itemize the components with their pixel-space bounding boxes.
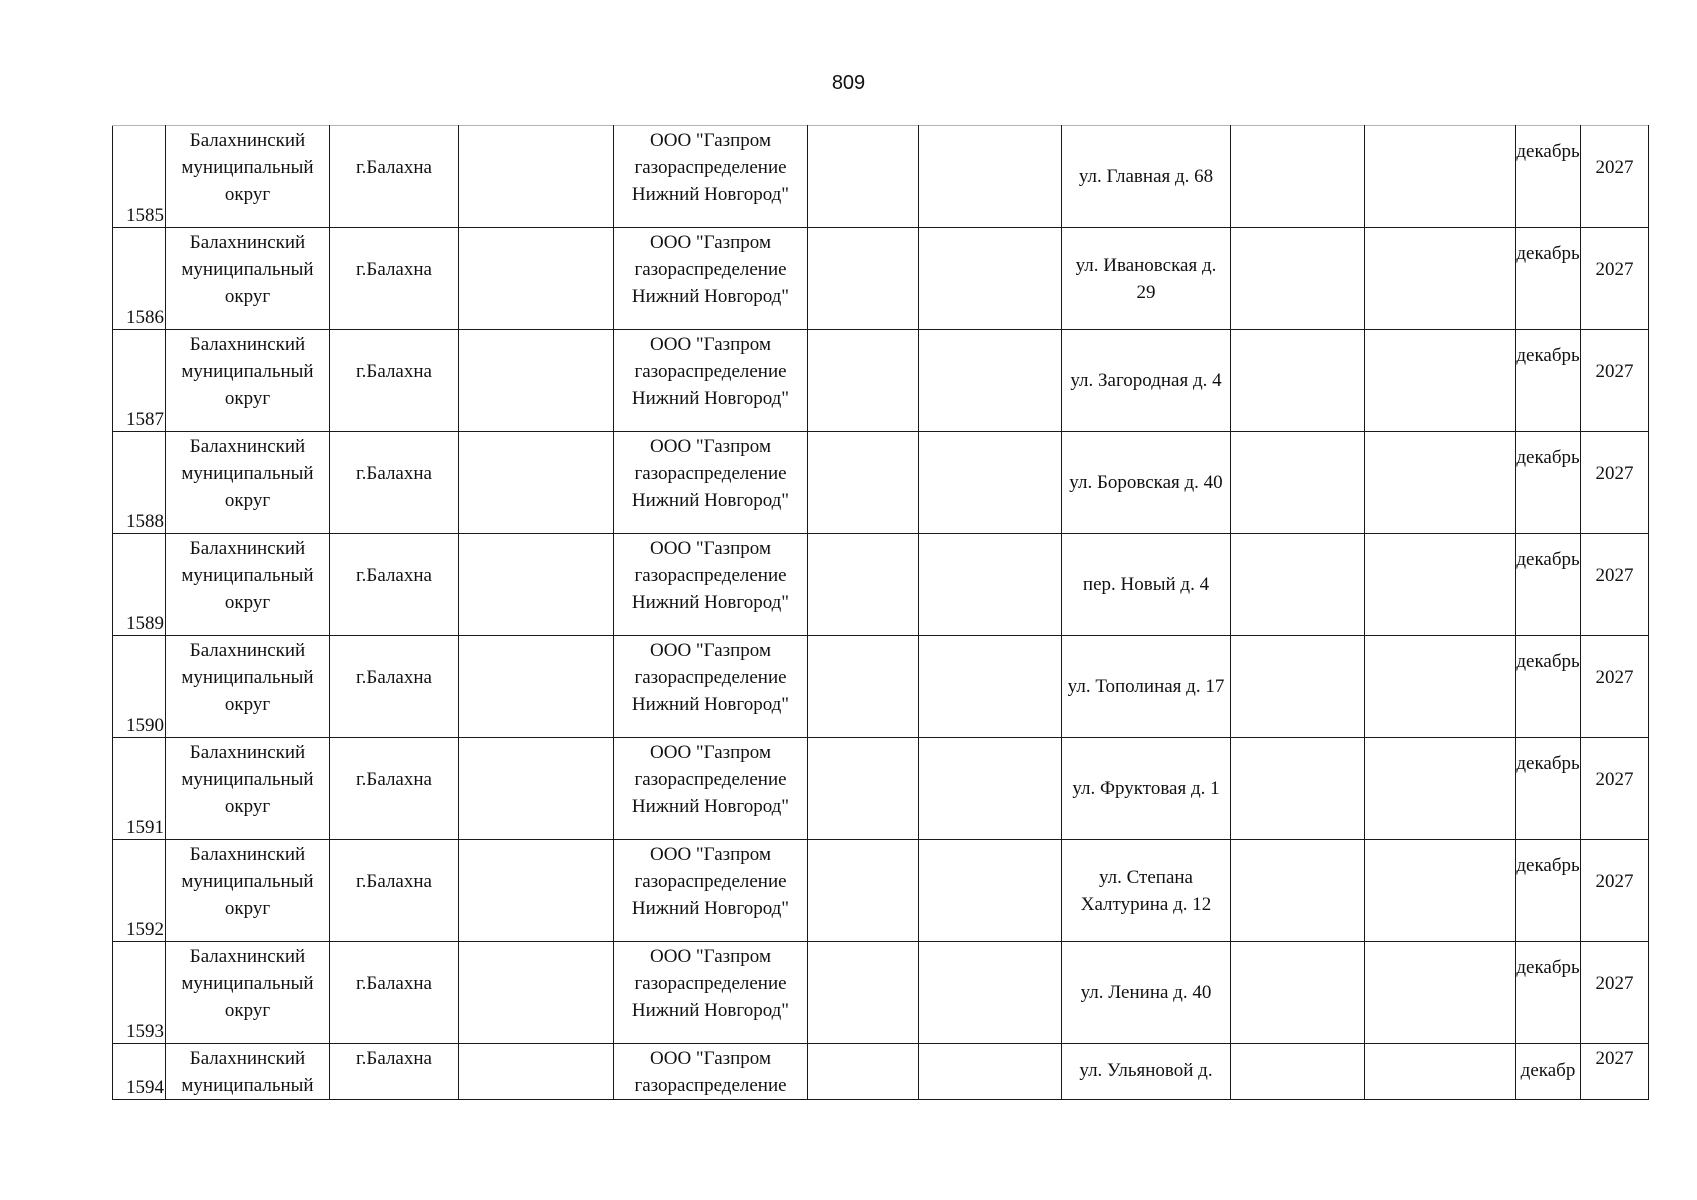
district-line: Балахнинский	[189, 946, 306, 967]
month-cell	[1516, 330, 1581, 432]
city-name: г.Балахна	[356, 871, 432, 892]
district-cell	[166, 942, 330, 1044]
organization-cell	[614, 534, 808, 636]
address-text: ул. Загородная д. 4	[1070, 370, 1222, 391]
address-text: ул. Фруктовая д. 1	[1072, 778, 1220, 799]
empty-cell	[1365, 636, 1516, 738]
organization-line: Нижний Новгород"	[631, 796, 790, 817]
row-number-cell	[113, 738, 166, 840]
row-number-cell	[113, 126, 166, 228]
address-cell	[1062, 1044, 1231, 1100]
year-text: 2027	[1595, 361, 1634, 382]
district-cell	[166, 330, 330, 432]
empty-cell	[1231, 840, 1365, 942]
organization-line: ООО "Газпром	[650, 334, 771, 355]
row-number-cell	[113, 330, 166, 432]
district-line: муниципальный	[181, 463, 314, 484]
row-number: 1588	[126, 511, 164, 532]
address-cell	[1062, 636, 1231, 738]
year-text: 2027	[1595, 1048, 1634, 1069]
empty-cell	[459, 432, 614, 534]
address-cell	[1062, 738, 1231, 840]
district-line: Балахнинский	[189, 130, 306, 151]
address-text: ул. Главная д. 68	[1078, 166, 1214, 187]
empty-cell	[808, 942, 919, 1044]
district-line: муниципальный	[181, 667, 314, 688]
year-cell	[1581, 228, 1649, 330]
empty-cell	[919, 228, 1062, 330]
organization-line: ООО "Газпром	[650, 946, 771, 967]
city-name: г.Балахна	[356, 973, 432, 994]
year-text: 2027	[1595, 565, 1634, 586]
city-name: г.Балахна	[356, 361, 432, 382]
empty-cell	[459, 636, 614, 738]
district-line: муниципальный	[181, 361, 314, 382]
table-body	[113, 126, 1649, 1100]
empty-cell	[919, 738, 1062, 840]
district-line: округ	[224, 184, 271, 205]
organization-line: Нижний Новгород"	[631, 286, 790, 307]
year-cell	[1581, 738, 1649, 840]
empty-cell	[808, 1044, 919, 1100]
city-cell	[330, 534, 459, 636]
gasification-table	[112, 125, 1649, 1100]
table-row	[113, 534, 1649, 636]
organization-line: Нижний Новгород"	[631, 388, 790, 409]
empty-cell	[459, 330, 614, 432]
city-cell	[330, 432, 459, 534]
organization-line: газораспределение	[634, 769, 787, 790]
organization-line: газораспределение	[634, 667, 787, 688]
month-text: декабрь	[1516, 345, 1580, 366]
table-row	[113, 636, 1649, 738]
district-line: Балахнинский	[189, 742, 306, 763]
empty-cell	[808, 228, 919, 330]
organization-cell	[614, 738, 808, 840]
district-cell	[166, 432, 330, 534]
row-number: 1593	[126, 1021, 164, 1042]
district-line: округ	[224, 490, 271, 511]
empty-cell	[1231, 1044, 1365, 1100]
empty-cell	[1231, 738, 1365, 840]
organization-line: ООО "Газпром	[650, 1048, 771, 1069]
month-text: декабрь	[1516, 855, 1580, 876]
year-cell	[1581, 942, 1649, 1044]
organization-cell	[614, 126, 808, 228]
year-text: 2027	[1595, 769, 1634, 790]
row-number-cell	[113, 1044, 166, 1100]
organization-cell	[614, 942, 808, 1044]
year-cell	[1581, 840, 1649, 942]
empty-cell	[459, 1044, 614, 1100]
district-line: муниципальный	[181, 1075, 314, 1096]
address-text: ул. Ленина д. 40	[1080, 982, 1212, 1003]
district-line: округ	[224, 1000, 271, 1021]
month-cell	[1516, 432, 1581, 534]
district-line: муниципальный	[181, 157, 314, 178]
empty-cell	[1231, 942, 1365, 1044]
district-line: Балахнинский	[189, 844, 306, 865]
row-number-cell	[113, 636, 166, 738]
table-row	[113, 126, 1649, 228]
month-cell	[1516, 534, 1581, 636]
organization-line: газораспределение	[634, 259, 787, 280]
organization-cell	[614, 636, 808, 738]
address-cell	[1062, 942, 1231, 1044]
month-text: декабрь	[1516, 141, 1580, 162]
month-text: декабрь	[1516, 549, 1580, 570]
city-cell	[330, 942, 459, 1044]
organization-line: газораспределение	[634, 973, 787, 994]
empty-cell	[1231, 228, 1365, 330]
year-cell	[1581, 330, 1649, 432]
district-line: муниципальный	[181, 769, 314, 790]
empty-cell	[1231, 636, 1365, 738]
empty-cell	[919, 840, 1062, 942]
empty-cell	[919, 1044, 1062, 1100]
city-cell	[330, 228, 459, 330]
district-line: округ	[224, 286, 271, 307]
organization-line: ООО "Газпром	[650, 742, 771, 763]
row-number: 1594	[126, 1077, 164, 1098]
empty-cell	[808, 636, 919, 738]
district-line: округ	[224, 694, 271, 715]
empty-cell	[459, 840, 614, 942]
row-number-cell	[113, 942, 166, 1044]
row-number-cell	[113, 534, 166, 636]
empty-cell	[1365, 1044, 1516, 1100]
month-cell	[1516, 738, 1581, 840]
address-cell	[1062, 330, 1231, 432]
organization-cell	[614, 330, 808, 432]
organization-line: Нижний Новгород"	[631, 898, 790, 919]
empty-cell	[919, 636, 1062, 738]
organization-cell	[614, 1044, 808, 1100]
city-cell	[330, 636, 459, 738]
district-line: округ	[224, 796, 271, 817]
empty-cell	[1365, 840, 1516, 942]
district-cell	[166, 228, 330, 330]
month-text: декабрь	[1516, 753, 1580, 774]
address-text: ул. Боровская д. 40	[1069, 472, 1223, 493]
empty-cell	[919, 330, 1062, 432]
row-number: 1589	[126, 613, 164, 634]
organization-line: газораспределение	[634, 1075, 787, 1096]
city-cell	[330, 738, 459, 840]
organization-line: Нижний Новгород"	[631, 184, 790, 205]
address-text: ул. Тополиная д. 17	[1067, 676, 1225, 697]
empty-cell	[459, 534, 614, 636]
table-row	[113, 942, 1649, 1044]
year-text: 2027	[1595, 667, 1634, 688]
month-cell	[1516, 942, 1581, 1044]
district-cell	[166, 738, 330, 840]
city-name: г.Балахна	[356, 667, 432, 688]
row-number: 1587	[126, 409, 164, 430]
organization-line: ООО "Газпром	[650, 538, 771, 559]
district-line: муниципальный	[181, 565, 314, 586]
empty-cell	[459, 942, 614, 1044]
empty-cell	[808, 126, 919, 228]
row-number: 1590	[126, 715, 164, 736]
empty-cell	[1365, 534, 1516, 636]
address-cell	[1062, 432, 1231, 534]
year-cell	[1581, 636, 1649, 738]
row-number-cell	[113, 840, 166, 942]
organization-line: ООО "Газпром	[650, 130, 771, 151]
organization-line: газораспределение	[634, 361, 787, 382]
organization-cell	[614, 840, 808, 942]
year-text: 2027	[1595, 259, 1634, 280]
row-number-cell	[113, 228, 166, 330]
month-text: декабрь	[1516, 651, 1580, 672]
district-line: округ	[224, 898, 271, 919]
city-cell	[330, 330, 459, 432]
district-line: округ	[224, 592, 271, 613]
organization-line: ООО "Газпром	[650, 436, 771, 457]
table-row	[113, 840, 1649, 942]
empty-cell	[1365, 942, 1516, 1044]
month-cell	[1516, 126, 1581, 228]
table-row	[113, 330, 1649, 432]
empty-cell	[459, 738, 614, 840]
empty-cell	[1365, 228, 1516, 330]
empty-cell	[459, 228, 614, 330]
month-text: декабрь	[1516, 243, 1580, 264]
year-cell	[1581, 534, 1649, 636]
year-text: 2027	[1595, 463, 1634, 484]
city-cell	[330, 840, 459, 942]
organization-cell	[614, 228, 808, 330]
row-number: 1586	[126, 307, 164, 328]
address-cell	[1062, 840, 1231, 942]
district-line: округ	[224, 388, 271, 409]
organization-line: Нижний Новгород"	[631, 490, 790, 511]
district-cell	[166, 636, 330, 738]
district-line: Балахнинский	[189, 232, 306, 253]
empty-cell	[808, 330, 919, 432]
month-cell	[1516, 636, 1581, 738]
empty-cell	[808, 840, 919, 942]
row-number: 1585	[126, 205, 164, 226]
organization-line: ООО "Газпром	[650, 232, 771, 253]
organization-cell	[614, 432, 808, 534]
organization-line: газораспределение	[634, 157, 787, 178]
address-text: ул. Ульяновой д.	[1079, 1060, 1213, 1081]
year-text: 2027	[1595, 973, 1634, 994]
year-text: 2027	[1595, 157, 1634, 178]
empty-cell	[1231, 432, 1365, 534]
organization-line: ООО "Газпром	[650, 844, 771, 865]
empty-cell	[1365, 432, 1516, 534]
empty-cell	[808, 534, 919, 636]
empty-cell	[459, 126, 614, 228]
empty-cell	[1231, 534, 1365, 636]
district-line: Балахнинский	[189, 1048, 306, 1069]
month-cell	[1516, 840, 1581, 942]
district-line: Балахнинский	[189, 538, 306, 559]
empty-cell	[1365, 126, 1516, 228]
district-cell	[166, 126, 330, 228]
empty-cell	[808, 432, 919, 534]
empty-cell	[919, 432, 1062, 534]
organization-line: Нижний Новгород"	[631, 1000, 790, 1021]
district-line: муниципальный	[181, 973, 314, 994]
organization-line: Нижний Новгород"	[631, 592, 790, 613]
row-number-cell	[113, 432, 166, 534]
address-cell	[1062, 126, 1231, 228]
empty-cell	[919, 126, 1062, 228]
city-name: г.Балахна	[356, 157, 432, 178]
table-row	[113, 1044, 1649, 1100]
table-row	[113, 738, 1649, 840]
city-cell	[330, 1044, 459, 1100]
district-line: Балахнинский	[189, 334, 306, 355]
page-number: 809	[831, 72, 866, 94]
address-cell	[1062, 534, 1231, 636]
empty-cell	[808, 738, 919, 840]
district-line: муниципальный	[181, 871, 314, 892]
month-text: декабр	[1520, 1060, 1576, 1081]
table-row	[113, 432, 1649, 534]
year-cell	[1581, 1044, 1649, 1100]
city-name: г.Балахна	[356, 1048, 432, 1069]
empty-cell	[919, 942, 1062, 1044]
district-line: Балахнинский	[189, 640, 306, 661]
table-row	[113, 228, 1649, 330]
city-cell	[330, 126, 459, 228]
year-text: 2027	[1595, 871, 1634, 892]
empty-cell	[1231, 330, 1365, 432]
district-line: Балахнинский	[189, 436, 306, 457]
empty-cell	[1365, 330, 1516, 432]
district-line: муниципальный	[181, 259, 314, 280]
district-cell	[166, 840, 330, 942]
year-cell	[1581, 126, 1649, 228]
district-cell	[166, 534, 330, 636]
organization-line: газораспределение	[634, 463, 787, 484]
city-name: г.Балахна	[356, 463, 432, 484]
month-cell	[1516, 228, 1581, 330]
organization-line: ООО "Газпром	[650, 640, 771, 661]
address-text: ул. Степана Халтурина д. 12	[1080, 866, 1212, 915]
empty-cell	[919, 534, 1062, 636]
organization-line: газораспределение	[634, 871, 787, 892]
year-cell	[1581, 432, 1649, 534]
city-name: г.Балахна	[356, 565, 432, 586]
organization-line: Нижний Новгород"	[631, 694, 790, 715]
address-text: пер. Новый д. 4	[1082, 574, 1210, 595]
district-cell	[166, 1044, 330, 1100]
address-cell	[1062, 228, 1231, 330]
organization-line: газораспределение	[634, 565, 787, 586]
month-cell	[1516, 1044, 1581, 1100]
row-number: 1591	[126, 817, 164, 838]
month-text: декабрь	[1516, 957, 1580, 978]
city-name: г.Балахна	[356, 259, 432, 280]
city-name: г.Балахна	[356, 769, 432, 790]
month-text: декабрь	[1516, 447, 1580, 468]
row-number: 1592	[126, 919, 164, 940]
empty-cell	[1231, 126, 1365, 228]
address-text: ул. Ивановская д. 29	[1075, 254, 1217, 303]
empty-cell	[1365, 738, 1516, 840]
